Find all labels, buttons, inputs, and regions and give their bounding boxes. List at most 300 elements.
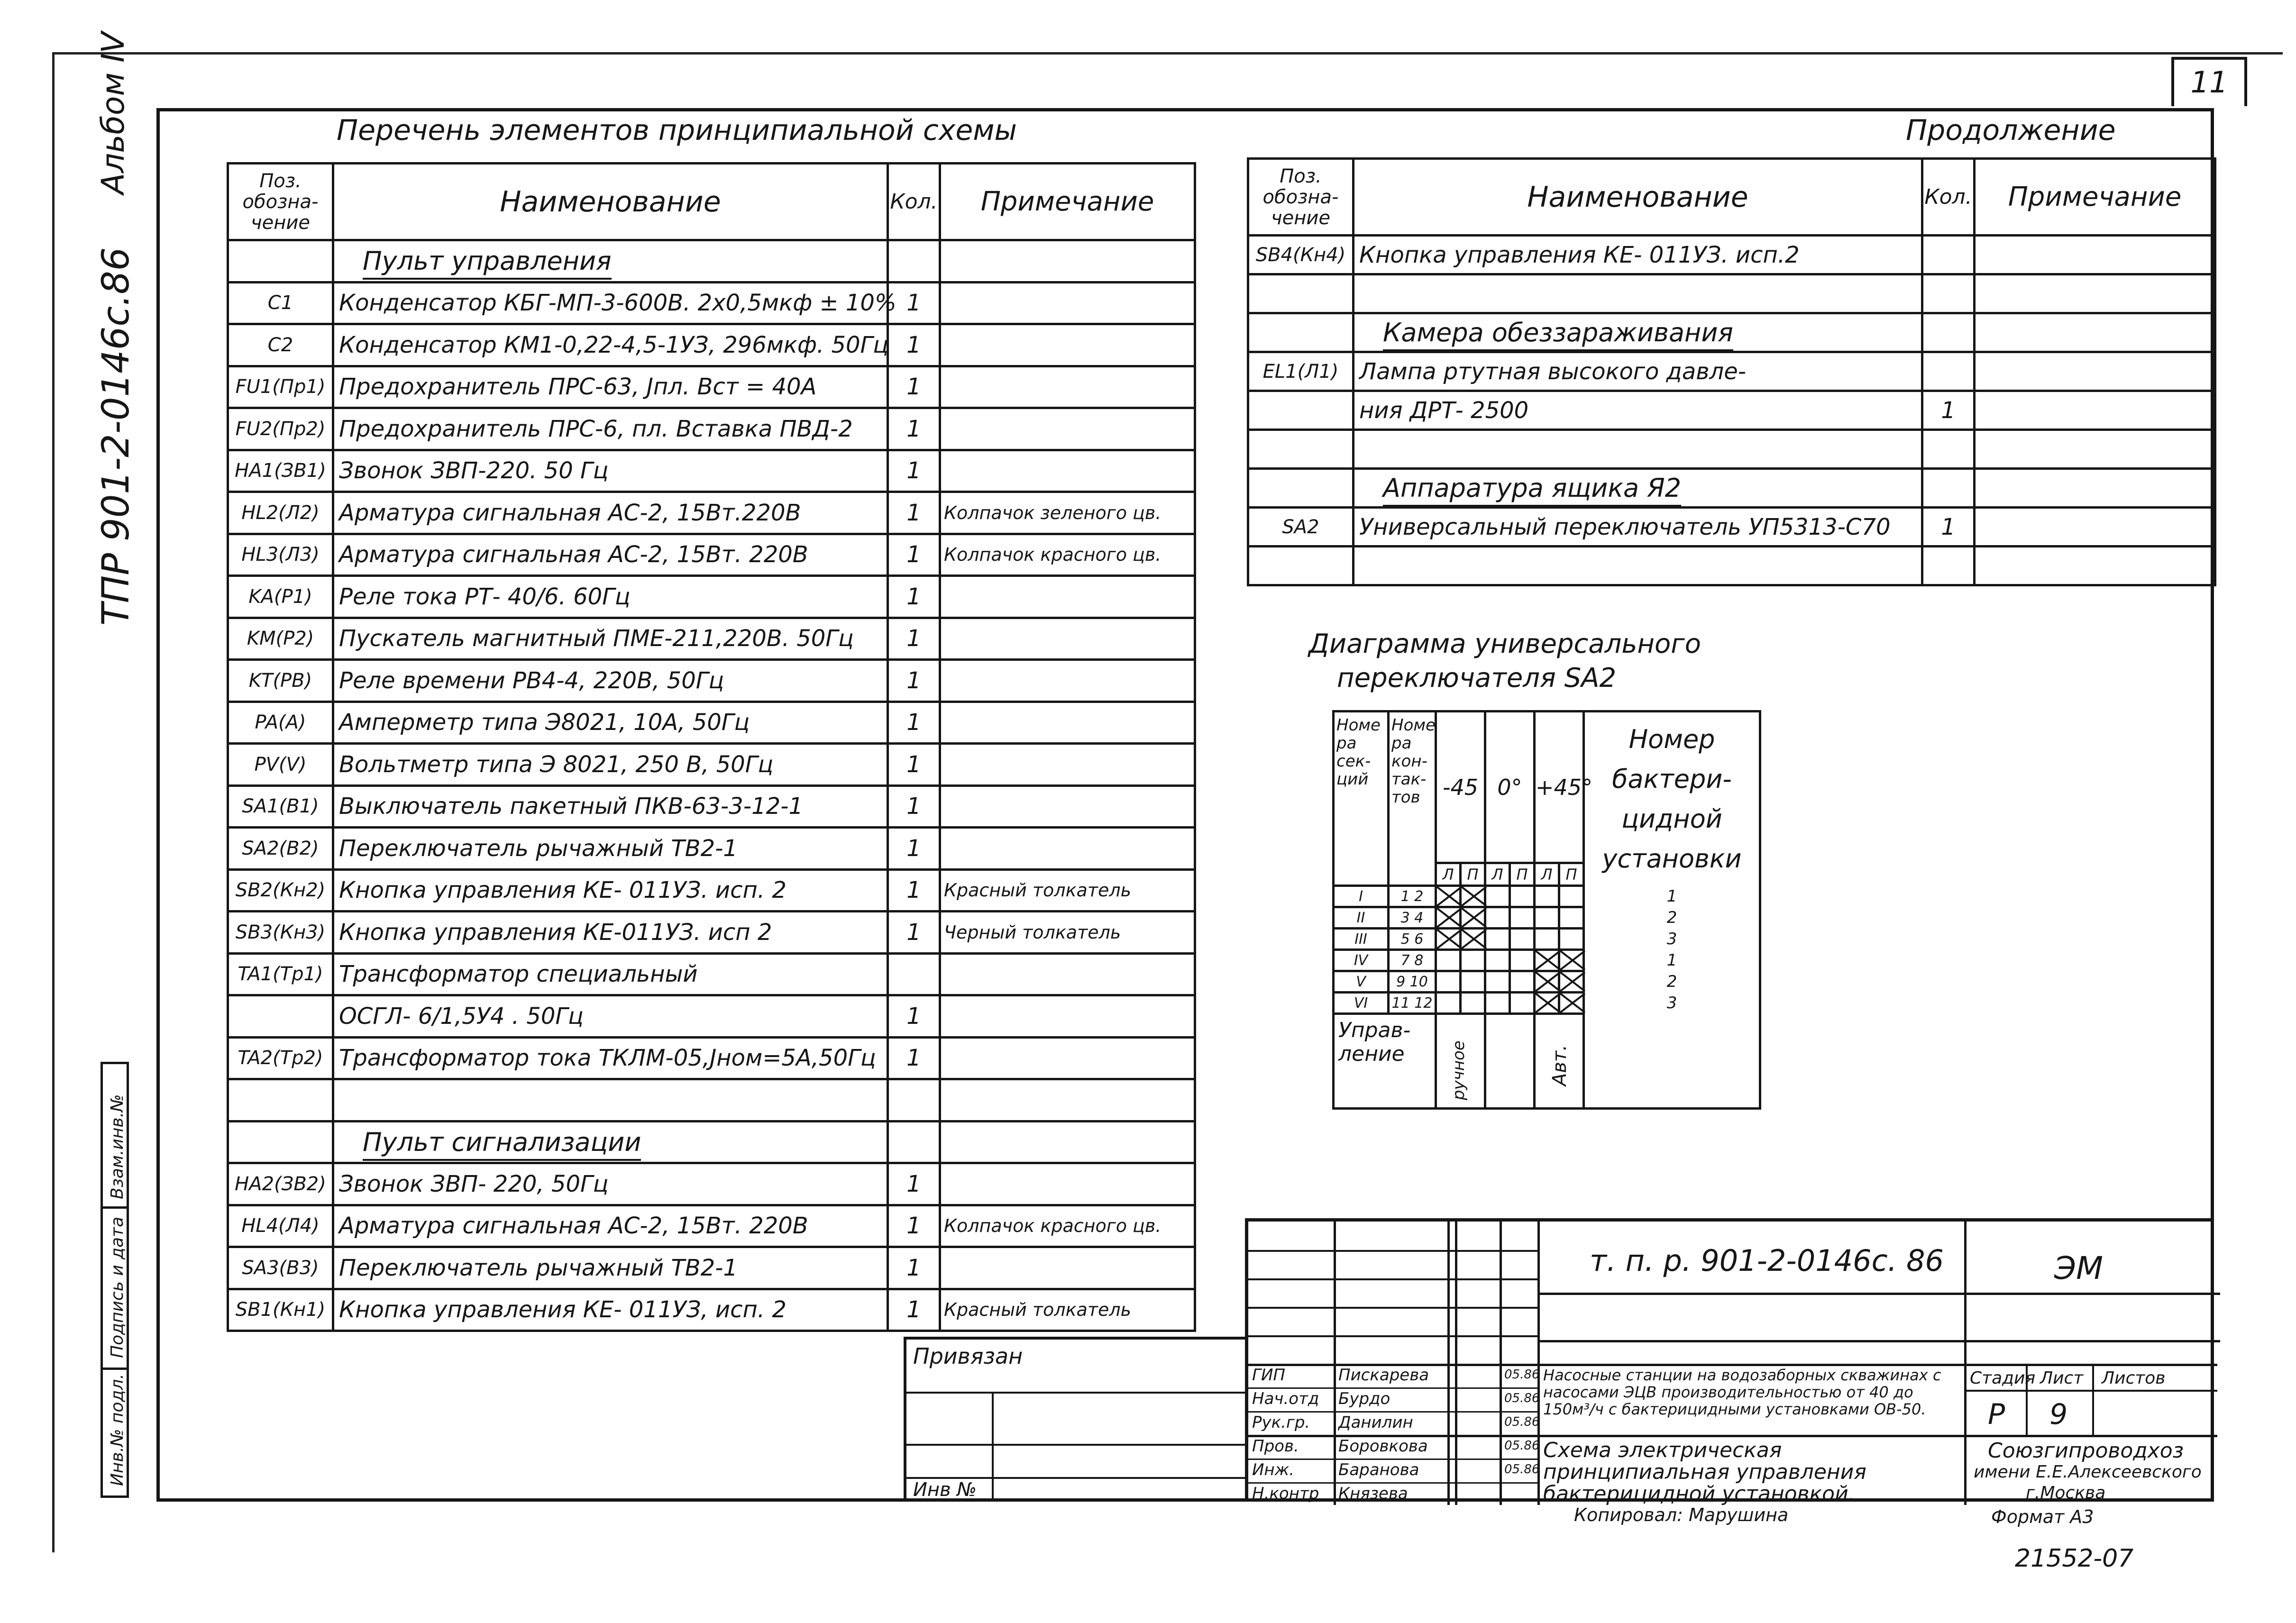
signer-role: Н.контр [1252, 1484, 1319, 1503]
diagram-row [1334, 971, 1760, 993]
diagram-closed-mark [1436, 907, 1461, 929]
right-row-note [1975, 469, 2215, 508]
diagram-section-number: V [1334, 971, 1389, 993]
left-row-name: Трансформатор специальный [333, 953, 888, 995]
left-row-pos [228, 1079, 333, 1122]
left-row [228, 702, 1195, 744]
left-row [228, 576, 1195, 618]
left-list-title: Перечень элементов принципиальной схемы [337, 114, 1017, 147]
diagram-open-cell [1510, 993, 1535, 1014]
org-line3: г.Москва [2026, 1483, 2106, 1503]
right-row-note [1975, 352, 2215, 391]
diagram-open-cell [1485, 950, 1510, 971]
signer-name: Бурдо [1338, 1389, 1390, 1408]
left-row-qty: 1 [888, 282, 940, 324]
diagram-closed-mark [1559, 993, 1584, 1014]
doc-code: т. п. р. 901-2-0146с. 86 [1590, 1243, 1944, 1278]
left-row-note: Красный толкатель [940, 1289, 1195, 1331]
left-row-pos: C1 [228, 282, 333, 324]
left-row-name: Выключатель пакетный ПКВ-63-3-12-1 [333, 785, 888, 828]
diagram-open-cell [1461, 971, 1485, 993]
left-row-pos: KT(РВ) [228, 660, 333, 702]
right-section-title: Камера обеззараживания [1383, 318, 1733, 351]
left-row [228, 1037, 1195, 1079]
left-row-note: Колпачок красного цв. [940, 534, 1195, 576]
right-col-qty: Кол. [1922, 159, 1975, 236]
left-row [228, 492, 1195, 534]
left-row-pos: KM(Р2) [228, 618, 333, 660]
left-row-qty: 1 [888, 618, 940, 660]
right-row-name: ния ДРТ- 2500 [1354, 391, 1922, 430]
project-name: Насосные станции на водозаборных скважинах с насосами ЭЦВ производительностью от 40 до 150м³/ч с бактерицидными установками ОВ-50. [1543, 1366, 1941, 1418]
left-row [228, 1205, 1195, 1247]
right-row-note [1975, 274, 2215, 313]
left-row [228, 1247, 1195, 1289]
left-row-name: Переключатель рычажный ТВ2-1 [333, 1247, 888, 1289]
diagram-lp-label: Л [1535, 863, 1559, 886]
diagram-pos-plus45: +45° [1535, 711, 1584, 863]
left-row-pos: HL3(Л3) [228, 534, 333, 576]
diagram-unit-number: 2 [1584, 971, 1760, 993]
left-row-qty: 1 [888, 1037, 940, 1079]
sheets-label: Листов [2102, 1368, 2166, 1388]
left-stamp-column [101, 1062, 129, 1498]
diagram-closed-mark [1461, 929, 1485, 950]
left-row-qty: 1 [888, 1205, 940, 1247]
left-col-name: Наименование [333, 164, 888, 240]
diagram-contacts: 3 4 [1389, 907, 1436, 929]
left-row-qty: 1 [888, 1289, 940, 1331]
left-row-note [940, 744, 1195, 786]
signer-date: 05.86 [1504, 1415, 1540, 1429]
left-row-pos [228, 240, 333, 283]
right-row-qty [1922, 274, 1975, 313]
right-row-qty [1922, 352, 1975, 391]
left-row-note [940, 828, 1195, 870]
left-row-pos: HL4(Л4) [228, 1205, 333, 1247]
right-row [1248, 430, 2215, 469]
diagram-unit-empty [1584, 1014, 1760, 1109]
right-row-name: Универсальный переключатель УП5313-С70 [1354, 508, 1922, 547]
right-row-qty [1922, 236, 1975, 274]
right-row-note [1975, 236, 2215, 274]
left-row-qty: 1 [888, 408, 940, 450]
right-row-pos [1248, 391, 1354, 430]
diagram-closed-mark [1535, 993, 1559, 1014]
stamp-replaced-inv: Взам.инв.№ [108, 1094, 127, 1199]
left-row-pos: TA2(Тр2) [228, 1037, 333, 1079]
right-row-pos [1248, 313, 1354, 352]
diagram-open-cell [1436, 993, 1461, 1014]
right-elements-table [1247, 157, 2216, 586]
signer-name: Князева [1338, 1484, 1408, 1503]
left-row-qty: 1 [888, 785, 940, 828]
diagram-open-cell [1559, 929, 1584, 950]
left-row-pos: TA1(Тр1) [228, 953, 333, 995]
left-row [228, 240, 1195, 283]
diagram-unit-number: 3 [1584, 993, 1760, 1014]
org-line1: Союзгипроводхоз [1988, 1439, 2184, 1463]
diagram-row [1334, 950, 1760, 971]
diagram-contacts: 11 12 [1389, 993, 1436, 1014]
left-row [228, 408, 1195, 450]
left-row-qty [888, 1121, 940, 1163]
left-row-name: Звонок ЗВП-220. 50 Гц [333, 450, 888, 492]
diagram-open-cell [1485, 993, 1510, 1014]
sheet-label: Лист [2040, 1368, 2084, 1388]
left-row-qty: 1 [888, 1163, 940, 1205]
left-row-note: Красный толкатель [940, 869, 1195, 912]
left-row-name [333, 1079, 888, 1122]
left-row [228, 1121, 1195, 1163]
left-row-name: Кнопка управления КЕ- 011УЗ, исп. 2 [333, 1289, 888, 1331]
left-section-title: Пульт сигнализации [363, 1127, 641, 1161]
right-row [1248, 313, 2215, 352]
left-row-qty: 1 [888, 450, 940, 492]
sheet-number: 11 [2190, 65, 2228, 100]
left-row-note [940, 618, 1195, 660]
left-row-name [333, 240, 888, 283]
album-label: Альбом IV [95, 32, 131, 194]
sheet-title: Схема электрическая принципиальная управления бактерицидной установкой. [1543, 1438, 1866, 1506]
left-row-qty: 1 [888, 366, 940, 408]
left-row-name: Арматура сигнальная АС-2, 15Вт.220В [333, 492, 888, 534]
stage-label: Стадия [1970, 1368, 2036, 1388]
left-row [228, 660, 1195, 702]
left-row [228, 744, 1195, 786]
left-row-pos: C2 [228, 324, 333, 366]
right-row-pos [1248, 469, 1354, 508]
diagram-section-number: II [1334, 907, 1389, 929]
left-row-note [940, 1163, 1195, 1205]
right-row-qty [1922, 313, 1975, 352]
right-col-note: Примечание [1975, 159, 2215, 236]
right-row-note [1975, 313, 2215, 352]
stock-number: 21552-07 [2015, 1544, 2134, 1573]
stamp-inv-no: Инв.№ подл. [108, 1374, 127, 1486]
diagram-open-cell [1510, 886, 1535, 907]
left-row-qty: 1 [888, 492, 940, 534]
left-row [228, 912, 1195, 954]
right-row-pos [1248, 274, 1354, 313]
signer-date: 05.86 [1504, 1462, 1540, 1477]
left-row-qty: 1 [888, 1247, 940, 1289]
sheet-value: 9 [2049, 1398, 2068, 1431]
left-row-name: Арматура сигнальная АС-2, 15Вт. 220В [333, 534, 888, 576]
left-row-qty [888, 240, 940, 283]
diagram-row [1334, 929, 1760, 950]
diagram-auto-cell [1535, 1014, 1584, 1109]
diagram-manual-cell [1436, 1014, 1485, 1109]
diagram-contacts: 7 8 [1389, 950, 1436, 971]
right-row [1248, 547, 2215, 585]
diagram-head-contacts: Номе ра кон- так- тов [1389, 711, 1436, 886]
diagram-auto-label: Авт. [1549, 1045, 1571, 1086]
right-row-name: Лампа ртутная высокого давле- [1354, 352, 1922, 391]
left-row-note [940, 1247, 1195, 1289]
left-row-note [940, 576, 1195, 618]
left-col-note: Примечание [940, 164, 1195, 240]
diagram-open-cell [1436, 950, 1461, 971]
right-row [1248, 352, 2215, 391]
left-row-pos: SB3(Кн3) [228, 912, 333, 954]
diagram-lp-label: Л [1436, 863, 1461, 886]
left-row-qty [888, 953, 940, 995]
left-row-pos: KA(Р1) [228, 576, 333, 618]
left-row-qty: 1 [888, 324, 940, 366]
left-row-note [940, 995, 1195, 1038]
left-row-qty: 1 [888, 744, 940, 786]
left-row-name: Амперметр типа Э8021, 10А, 50Гц [333, 702, 888, 744]
left-row-pos: SB2(Кн2) [228, 869, 333, 912]
right-row-name [1354, 313, 1922, 352]
diagram-open-cell [1535, 886, 1559, 907]
left-row-name: Кнопка управления КЕ-011УЗ. исп 2 [333, 912, 888, 954]
side-document-code: ТПР 901-2-0146с.86 [95, 247, 137, 626]
diagram-open-cell [1510, 950, 1535, 971]
diagram-unit-number: 1 [1584, 950, 1760, 971]
left-row [228, 995, 1195, 1038]
left-row-note [940, 1079, 1195, 1122]
diagram-closed-mark [1559, 950, 1584, 971]
diagram-contacts: 5 6 [1389, 929, 1436, 950]
left-row-name: Конденсатор КМ1-0,22-4,5-1УЗ, 296мкф. 50Гц [333, 324, 888, 366]
diagram-row [1334, 993, 1760, 1014]
left-row [228, 1079, 1195, 1122]
right-row-pos [1248, 430, 1354, 469]
left-row [228, 785, 1195, 828]
left-row-pos: HL2(Л2) [228, 492, 333, 534]
left-row-pos [228, 995, 333, 1038]
signer-name: Данилин [1338, 1413, 1413, 1432]
right-row-note [1975, 508, 2215, 547]
left-row-note [940, 660, 1195, 702]
format-label: Формат А3 [1991, 1506, 2094, 1527]
left-row-name: Звонок ЗВП- 220, 50Гц [333, 1163, 888, 1205]
diagram-section-number: VI [1334, 993, 1389, 1014]
left-row-name [333, 1121, 888, 1163]
diagram-contacts: 9 10 [1389, 971, 1436, 993]
signer-role: ГИП [1252, 1366, 1285, 1385]
diagram-unit-number: 1 [1584, 886, 1760, 907]
right-row [1248, 391, 2215, 430]
stamp-signature-date: Подпись и дата [108, 1216, 127, 1358]
left-row-name: ОСГЛ- 6/1,5У4 . 50Гц [333, 995, 888, 1038]
diagram-open-cell [1510, 929, 1535, 950]
diagram-closed-mark [1436, 929, 1461, 950]
left-row-qty: 1 [888, 869, 940, 912]
left-col-pos: Поз. обозна- чение [228, 164, 333, 240]
signer-date: 05.86 [1504, 1368, 1540, 1382]
signer-date: 05.86 [1504, 1391, 1540, 1405]
diagram-title-line2: переключателя SA2 [1337, 663, 1617, 693]
left-row-pos: FU2(Пр2) [228, 408, 333, 450]
right-row-pos: SB4(Кн4) [1248, 236, 1354, 274]
left-row-qty: 1 [888, 912, 940, 954]
diagram-open-cell [1485, 907, 1510, 929]
diagram-unit-number: 3 [1584, 929, 1760, 950]
right-col-pos: Поз. обозна- чение [1248, 159, 1354, 236]
left-row-pos: SA3(В3) [228, 1247, 333, 1289]
left-row-name: Вольтметр типа Э 8021, 250 В, 50Гц [333, 744, 888, 786]
diagram-open-cell [1485, 971, 1510, 993]
diagram-open-cell [1485, 929, 1510, 950]
diagram-unit-number: 2 [1584, 907, 1760, 929]
diagram-closed-mark [1461, 886, 1485, 907]
diagram-title-line1: Диаграмма универсального [1308, 629, 1701, 659]
switch-diagram-table [1332, 710, 1761, 1110]
left-row-qty: 1 [888, 534, 940, 576]
diagram-open-cell [1510, 907, 1535, 929]
left-row-name: Реле времени РВ4-4, 220В, 50Гц [333, 660, 888, 702]
right-row-name [1354, 274, 1922, 313]
left-row-note [940, 1121, 1195, 1163]
diagram-closed-mark [1535, 971, 1559, 993]
left-row-note [940, 785, 1195, 828]
left-row-pos: SA2(В2) [228, 828, 333, 870]
left-row-name: Переключатель рычажный ТВ2-1 [333, 828, 888, 870]
left-row-note [940, 366, 1195, 408]
left-row [228, 324, 1195, 366]
signer-role: Инж. [1252, 1460, 1295, 1479]
org-line2: имени Е.Е.Алексеевского [1974, 1462, 2202, 1482]
right-row-qty [1922, 547, 1975, 585]
left-row-pos: SB1(Кн1) [228, 1289, 333, 1331]
right-col-name: Наименование [1354, 159, 1922, 236]
left-row-note [940, 1037, 1195, 1079]
bound-label: Привязан [913, 1343, 1023, 1369]
diagram-lp-label: П [1461, 863, 1485, 886]
right-row [1248, 469, 2215, 508]
left-row-note [940, 240, 1195, 283]
diagram-open-cell [1559, 886, 1584, 907]
diagram-closed-mark [1436, 886, 1461, 907]
right-list-title: Продолжение [1906, 114, 2116, 147]
title-block [1245, 1218, 2214, 1506]
left-row-note: Колпачок красного цв. [940, 1205, 1195, 1247]
left-row-qty: 1 [888, 995, 940, 1038]
right-row-name: Кнопка управления КЕ- 011УЗ. исп.2 [1354, 236, 1922, 274]
diagram-empty-cell [1485, 1014, 1535, 1109]
right-row-qty: 1 [1922, 391, 1975, 430]
stage-value: Р [1988, 1398, 2005, 1431]
signer-role: Нач.отд [1252, 1389, 1319, 1408]
left-row-name: Реле тока РТ- 40/6. 60Гц [333, 576, 888, 618]
left-row-pos: SA1(В1) [228, 785, 333, 828]
diagram-open-cell [1535, 907, 1559, 929]
right-row-pos: EL1(Л1) [1248, 352, 1354, 391]
left-row-pos: HA1(ЗВ1) [228, 450, 333, 492]
right-row-pos [1248, 547, 1354, 585]
diagram-control-row [1334, 1014, 1760, 1109]
left-row-note: Черный толкатель [940, 912, 1195, 954]
right-row [1248, 508, 2215, 547]
left-row-note [940, 702, 1195, 744]
left-row-pos [228, 1121, 333, 1163]
left-row [228, 282, 1195, 324]
signer-role: Рук.гр. [1252, 1413, 1310, 1432]
left-row-note [940, 450, 1195, 492]
left-row-qty: 1 [888, 576, 940, 618]
left-row [228, 1289, 1195, 1331]
diagram-section-number: I [1334, 886, 1389, 907]
left-row-qty: 1 [888, 702, 940, 744]
left-row-pos: HA2(ЗВ2) [228, 1163, 333, 1205]
diagram-head-unit: Номер бактери- цидной установки [1584, 711, 1760, 886]
left-row [228, 828, 1195, 870]
left-row [228, 1163, 1195, 1205]
diagram-section-number: III [1334, 929, 1389, 950]
binding-block [904, 1337, 1247, 1502]
right-row-name [1354, 430, 1922, 469]
diagram-control-label: Управ- ление [1334, 1014, 1436, 1109]
right-row-note [1975, 391, 2215, 430]
right-section-title: Аппаратура ящика Я2 [1383, 473, 1681, 507]
left-row-name: Конденсатор КБГ-МП-3-600В. 2х0,5мкф ± 10% [333, 282, 888, 324]
diagram-open-cell [1461, 950, 1485, 971]
signer-date: 05.86 [1504, 1439, 1540, 1453]
left-row-name: Трансформатор тока ТКЛМ-05,Јном=5А,50Гц [333, 1037, 888, 1079]
left-row-note [940, 408, 1195, 450]
diagram-row [1334, 886, 1760, 907]
signer-role: Пров. [1252, 1437, 1299, 1456]
signer-name: Баранова [1338, 1460, 1419, 1479]
diagram-open-cell [1485, 886, 1510, 907]
left-section-title: Пульт управления [363, 246, 612, 280]
diagram-open-cell [1559, 907, 1584, 929]
diagram-head-section: Номе ра сек- ций [1334, 711, 1389, 886]
right-row-pos: SA2 [1248, 508, 1354, 547]
inv-label: Инв № [913, 1479, 977, 1501]
left-row-note [940, 282, 1195, 324]
right-row-qty [1922, 469, 1975, 508]
signer-name: Пискарева [1338, 1366, 1429, 1385]
left-row-name: Предохранитель ПРС-63, Јпл. Вст = 40А [333, 366, 888, 408]
doc-mark: ЭМ [2054, 1250, 2104, 1286]
right-row-name [1354, 547, 1922, 585]
left-row-note [940, 324, 1195, 366]
sheet-number-box [2171, 57, 2247, 106]
signer-name: Боровкова [1338, 1437, 1428, 1456]
diagram-contacts: 1 2 [1389, 886, 1436, 907]
left-row-name: Пускатель магнитный ПМЕ-211,220В. 50Гц [333, 618, 888, 660]
diagram-closed-mark [1559, 971, 1584, 993]
right-row-note [1975, 430, 2215, 469]
diagram-open-cell [1510, 971, 1535, 993]
copied-by: Копировал: Марушина [1574, 1504, 1789, 1525]
diagram-row [1334, 907, 1760, 929]
left-row-name: Предохранитель ПРС-6, пл. Вставка ПВД-2 [333, 408, 888, 450]
diagram-manual-label: ручное [1449, 1040, 1468, 1100]
switch-diagram [1332, 710, 1759, 1137]
diagram-lp-label: П [1559, 863, 1584, 886]
right-row-qty [1922, 430, 1975, 469]
diagram-open-cell [1461, 993, 1485, 1014]
diagram-open-cell [1436, 971, 1461, 993]
diagram-lp-label: Л [1485, 863, 1510, 886]
left-col-qty: Кол. [888, 164, 940, 240]
diagram-closed-mark [1535, 950, 1559, 971]
right-row-note [1975, 547, 2215, 585]
left-elements-table [227, 162, 1196, 1332]
left-row [228, 450, 1195, 492]
diagram-pos-0: 0° [1485, 711, 1535, 863]
left-row-note: Колпачок зеленого цв. [940, 492, 1195, 534]
left-row-note [940, 953, 1195, 995]
left-row-pos: PV(V) [228, 744, 333, 786]
left-row-qty [888, 1079, 940, 1122]
diagram-open-cell [1535, 929, 1559, 950]
